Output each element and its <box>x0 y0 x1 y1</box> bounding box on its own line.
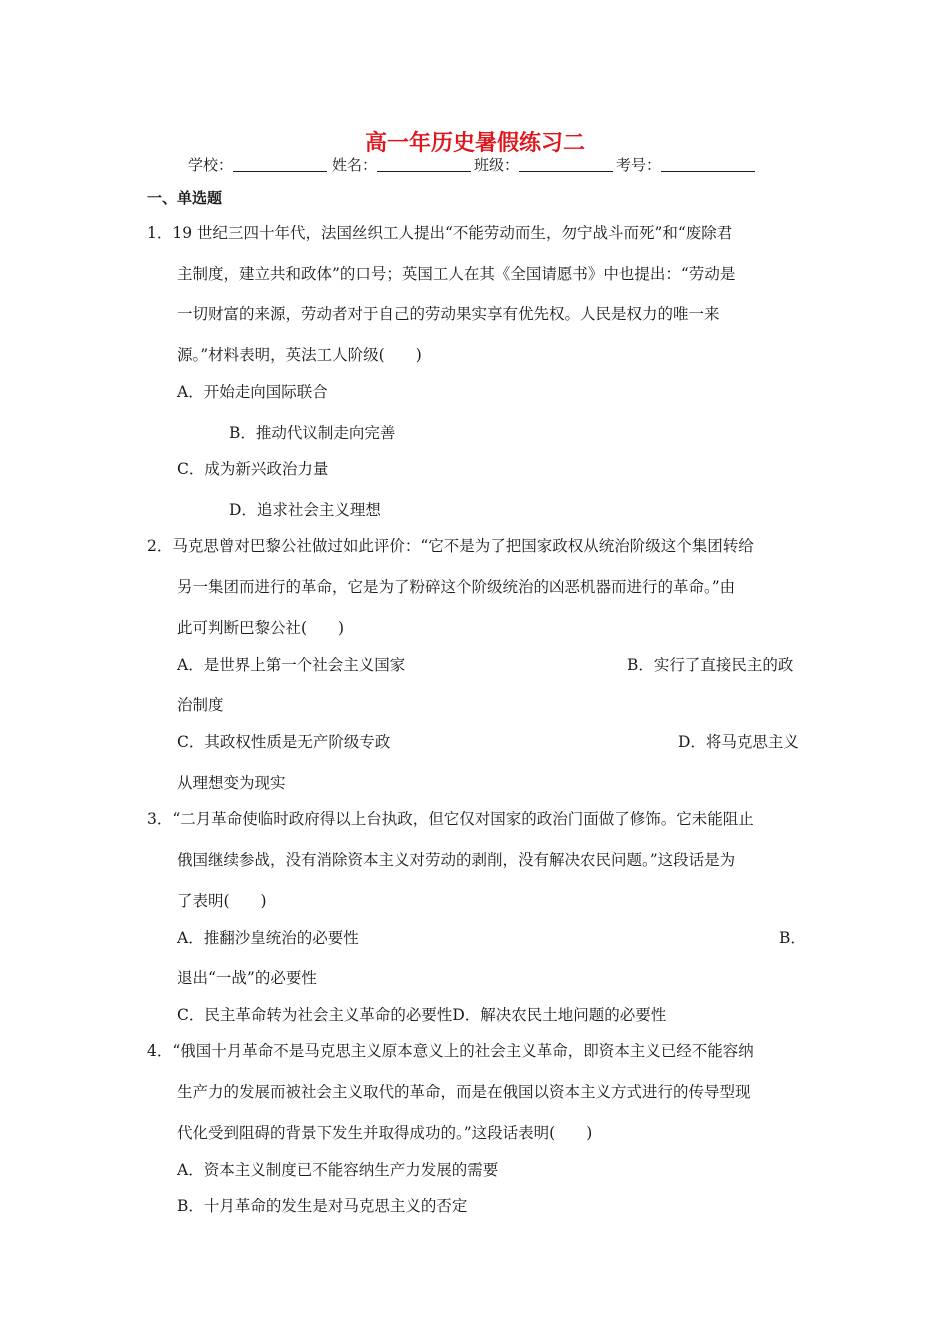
question-2-option-b-continued: 治制度 <box>177 696 224 714</box>
question-4-line-1: 4．“俄国十月革命不是马克思主义原本意义上的社会主义革命，即资本主义已经不能容纳 <box>147 1042 754 1060</box>
question-3-option-a[interactable]: A．推翻沙皇统治的必要性 <box>177 929 359 947</box>
question-4-option-b[interactable]: B．十月革命的发生是对马克思主义的否定 <box>177 1197 468 1215</box>
question-2-option-d[interactable]: D．将马克思主义 <box>678 733 799 751</box>
question-2-option-c[interactable]: C．其政权性质是无产阶级专政 <box>177 733 391 751</box>
school-field[interactable]: 学校： <box>188 154 327 175</box>
question-1-line-1: 1．19 世纪三四十年代，法国丝织工人提出“不能劳动而生，勿宁战斗而死”和“废除君 <box>147 224 733 242</box>
question-1-line-4: 源。”材料表明，英法工人阶级( ) <box>177 346 422 364</box>
question-2-option-b[interactable]: B．实行了直接民主的政 <box>627 656 794 674</box>
question-2-line-1: 2．马克思曾对巴黎公社做过如此评价：“它不是为了把国家政权从统治阶级这个集团转给 <box>147 537 754 555</box>
question-1-option-b[interactable]: B．推动代议制走向完善 <box>229 424 396 442</box>
question-4-option-a[interactable]: A．资本主义制度已不能容纳生产力发展的需要 <box>177 1161 499 1179</box>
question-2-option-d-continued: 从理想变为现实 <box>177 774 286 792</box>
question-1-line-2: 主制度，建立共和政体”的口号；英国工人在其《全国请愿书》中也提出：“劳动是 <box>177 265 736 283</box>
question-3-line-3: 了表明( ) <box>177 892 267 910</box>
school-blank[interactable] <box>233 156 327 172</box>
question-3-option-b-continued: 退出“一战”的必要性 <box>177 969 317 987</box>
question-3-line-1: 3．“二月革命使临时政府得以上台执政，但它仅对国家的政治门面做了修饰。它未能阻止 <box>147 810 754 828</box>
name-blank[interactable] <box>377 156 471 172</box>
name-field[interactable]: 姓名： <box>332 154 471 175</box>
question-4-line-3: 代化受到阻碍的背景下发生并取得成功的。”这段话表明( ) <box>177 1124 593 1142</box>
exam-number-blank[interactable] <box>661 156 755 172</box>
question-4-line-2: 生产力的发展而被社会主义取代的革命，而是在俄国以资本主义方式进行的传导型现 <box>177 1083 751 1101</box>
question-3-line-2: 俄国继续参战，没有消除资本主义对劳动的剥削，没有解决农民问题。”这段话是为 <box>177 851 736 869</box>
class-field[interactable]: 班级： <box>474 154 613 175</box>
question-1-line-3: 一切财富的来源，劳动者对于自己的劳动果实享有优先权。人民是权力的唯一来 <box>177 305 720 323</box>
question-2-line-3: 此可判断巴黎公社( ) <box>177 619 345 637</box>
question-3-option-b[interactable]: B． <box>779 929 806 947</box>
question-2-option-a[interactable]: A．是世界上第一个社会主义国家 <box>177 656 406 674</box>
question-1-option-c[interactable]: C．成为新兴政治力量 <box>177 460 329 478</box>
exam-number-field[interactable]: 考号： <box>616 154 755 175</box>
question-3-option-c-d[interactable]: C．民主革命转为社会主义革命的必要性D．解决农民土地问题的必要性 <box>177 1006 667 1024</box>
section-title: 一、单选题 <box>147 189 223 207</box>
class-blank[interactable] <box>519 156 613 172</box>
page-title: 高一年历史暑假练习二 <box>364 131 585 156</box>
question-1-option-a[interactable]: A．开始走向国际联合 <box>177 383 328 401</box>
question-2-line-2: 另一集团而进行的革命，它是为了粉碎这个阶级统治的凶恶机器而进行的革命。”由 <box>177 578 736 596</box>
question-1-option-d[interactable]: D．追求社会主义理想 <box>229 501 381 519</box>
